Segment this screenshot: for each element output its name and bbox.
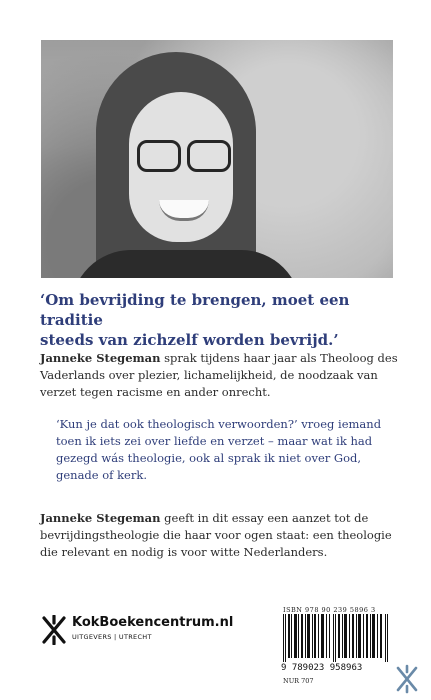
barcode — [281, 614, 391, 662]
isbn-number: 9 789023 958963 — [281, 663, 363, 673]
essay-text: geeft in dit essay een aanzet tot de bevrijdingstheologie die haar voor ogen staat: een theologie die relevant en nodig is voor witte Nederlanders. — [40, 511, 392, 559]
photo-glasses-left — [137, 140, 181, 172]
nur-code: NUR 707 — [283, 677, 314, 685]
essay-paragraph — [40, 510, 400, 561]
author-name: Janneke Stegeman — [40, 351, 161, 365]
publisher-subtitle: UITGEVERS | UTRECHT — [72, 633, 152, 641]
publisher-logo — [40, 613, 234, 647]
pull-quote-line-2: steeds van zichzelf worden bevrijd.’ — [40, 331, 339, 349]
intro-paragraph — [40, 350, 400, 401]
author-name-2: Janneke Stegeman — [40, 511, 161, 525]
photo-glasses-right — [187, 140, 231, 172]
corner-star-icon — [393, 664, 421, 694]
pull-quote-line-1: ‘Om bevrijding te brengen, moet een traditie — [40, 291, 350, 329]
author-photo — [41, 40, 393, 278]
isbn-label: ISBN 978 90 239 5896 3 — [283, 606, 376, 614]
quote-paragraph: ‘Kun je dat ook theologisch verwoorden?’ vroeg iemand toen ik iets zei over liefde en verzet – maar wat ik had gezegd wás theologie, ook al sprak ik niet over God, genade of kerk. — [56, 417, 382, 482]
pull-quote — [40, 290, 400, 350]
publisher-name: KokBoekencentrum.nl — [72, 615, 234, 630]
publisher-star-icon — [40, 615, 68, 645]
intro-text: sprak tijdens haar jaar als Theoloog des Vaderlands over plezier, lichamelijkheid, de noodzaak van verzet tegen racisme en ander onrecht. — [40, 351, 398, 399]
